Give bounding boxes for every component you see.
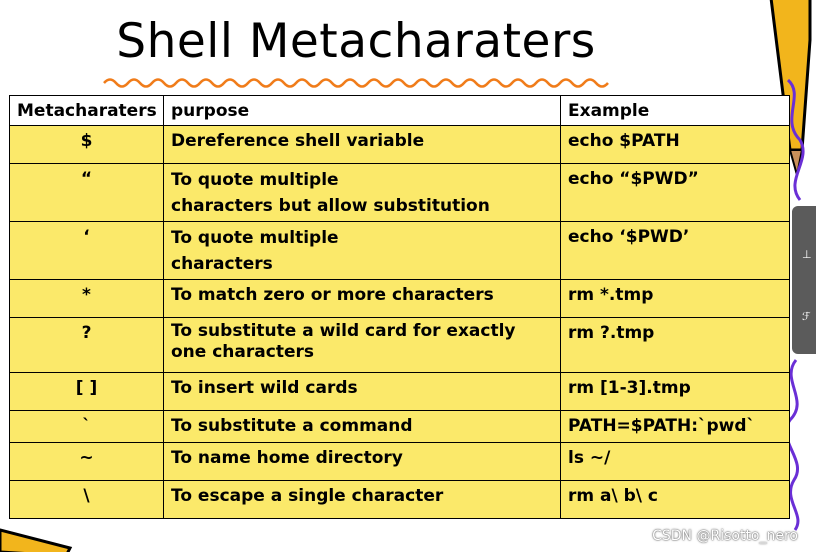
purpose-line: characters but allow substitution bbox=[171, 196, 490, 217]
purpose-cell: To match zero or more characters bbox=[164, 280, 561, 318]
symbol-cell: ~ bbox=[10, 442, 164, 480]
example-cell: rm a\ b\ c bbox=[561, 480, 790, 518]
table-row bbox=[10, 372, 790, 410]
example-cell: echo “$PWD” bbox=[561, 164, 790, 222]
example-cell: echo $PATH bbox=[561, 126, 790, 164]
watermark: CSDN @Risotto_nero bbox=[652, 528, 798, 544]
header-purpose: purpose bbox=[164, 96, 561, 126]
purpose-cell: To insert wild cards bbox=[164, 372, 561, 410]
side-tab-glyph-top: ⊥ bbox=[802, 248, 812, 261]
example-cell: rm ?.tmp bbox=[561, 318, 790, 372]
table-row bbox=[10, 442, 790, 480]
pencil-corner-icon bbox=[0, 512, 110, 552]
example-cell: rm [1-3].tmp bbox=[561, 372, 790, 410]
table-row bbox=[10, 318, 790, 372]
symbol-cell: * bbox=[10, 280, 164, 318]
purpose-cell: To name home directory bbox=[164, 442, 561, 480]
example-cell: echo ‘$PWD’ bbox=[561, 222, 790, 280]
table-row bbox=[10, 280, 790, 318]
purpose-line: To quote multiple bbox=[171, 170, 339, 191]
table-header-row bbox=[10, 96, 790, 126]
header-example: Example bbox=[561, 96, 790, 126]
purpose-cell: To escape a single character bbox=[164, 480, 561, 518]
symbol-cell: $ bbox=[10, 126, 164, 164]
symbol-cell: ‘ bbox=[10, 222, 164, 280]
header-metacharacters: Metacharaters bbox=[10, 96, 164, 126]
side-panel-tab[interactable] bbox=[792, 206, 816, 354]
wavy-underline bbox=[104, 76, 616, 90]
purpose-cell: Dereference shell variable bbox=[164, 126, 561, 164]
table-row bbox=[10, 410, 790, 442]
table-row bbox=[10, 164, 790, 222]
metacharacter-table bbox=[9, 95, 789, 519]
symbol-cell: ? bbox=[10, 318, 164, 372]
purpose-cell bbox=[164, 222, 561, 280]
table-row bbox=[10, 222, 790, 280]
purpose-line: one characters bbox=[171, 342, 314, 363]
table-row bbox=[10, 480, 790, 518]
symbol-cell: \ bbox=[10, 480, 164, 518]
symbol-cell: ` bbox=[10, 410, 164, 442]
page-title: Shell Metacharaters bbox=[116, 14, 596, 69]
purpose-line: characters bbox=[171, 254, 273, 275]
example-cell: PATH=$PATH:`pwd` bbox=[561, 410, 790, 442]
purpose-cell bbox=[164, 164, 561, 222]
symbol-cell: “ bbox=[10, 164, 164, 222]
purpose-cell: To substitute a command bbox=[164, 410, 561, 442]
purpose-line: To substitute a wild card for exactly bbox=[171, 321, 516, 342]
example-cell: ls ~/ bbox=[561, 442, 790, 480]
table-row bbox=[10, 126, 790, 164]
purpose-line: To quote multiple bbox=[171, 228, 339, 249]
symbol-cell: [ ] bbox=[10, 372, 164, 410]
side-tab-glyph-bottom: ℱ bbox=[802, 310, 811, 323]
purpose-cell bbox=[164, 318, 561, 372]
example-cell: rm *.tmp bbox=[561, 280, 790, 318]
